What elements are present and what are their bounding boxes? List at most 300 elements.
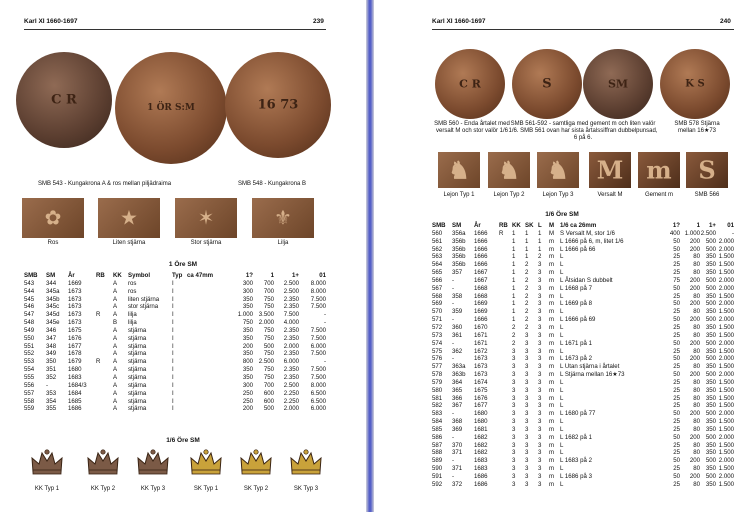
table-cell [499, 308, 512, 316]
table-cell: L [560, 480, 564, 488]
table-row [432, 434, 734, 442]
table-cell: L [560, 465, 564, 473]
table-cell: 1684 [68, 389, 82, 397]
table-cell: L 1671 på 1 [560, 339, 592, 347]
table-cell: 350 [242, 303, 253, 311]
table-cell: 3 [525, 378, 529, 386]
table-cell: m [549, 253, 555, 261]
table-cell: 586 [432, 433, 443, 441]
table-cell [499, 481, 512, 489]
table-cell: 25 [673, 363, 680, 371]
table-cell: 1 [538, 245, 542, 253]
table-cell: 2.000 [718, 237, 734, 245]
table-cell: m [549, 457, 555, 465]
table-cell: 583 [432, 410, 443, 418]
table-cell: 3 [525, 331, 529, 339]
table-cell: I [172, 295, 174, 303]
table-cell: 25 [673, 441, 680, 449]
table-cell: 200 [689, 245, 700, 253]
table-cell: 561 [432, 237, 443, 245]
table-cell: stjärna [128, 342, 147, 350]
table-row [432, 387, 734, 395]
column-header: 01 [727, 222, 734, 229]
table-cell: 1.000 [684, 229, 700, 237]
table-cell: 3 [512, 480, 516, 488]
table-cell: L 1686 på 3 [560, 473, 592, 480]
page-header-title: Karl XI 1660-1697 [432, 18, 486, 25]
table-cell [499, 269, 512, 277]
table-row [432, 457, 734, 465]
table-cell: L 1683 på 2 [560, 457, 592, 465]
table-cell: I [172, 279, 174, 287]
table-cell: 1682 [474, 433, 488, 441]
table-cell: 500 [705, 410, 716, 418]
symbol-glyph-icon: M [596, 155, 624, 185]
crown-label: KK Typ 2 [90, 486, 116, 492]
table-cell: 368 [452, 418, 463, 426]
table-cell: 2 [512, 331, 516, 339]
table-cell: 1.500 [718, 308, 734, 316]
table-row [24, 311, 326, 319]
page-number: 240 [720, 18, 731, 25]
table-cell: 1 [512, 308, 516, 316]
table-cell: 500 [705, 433, 716, 441]
symbol-image-3 [589, 152, 631, 188]
table-row [432, 473, 734, 481]
table-cell: 350 [242, 366, 253, 374]
table-cell: 543 [24, 279, 35, 287]
symbol-label: Lilja [277, 240, 289, 246]
table-cell: 3 [538, 339, 542, 347]
table-cell: 550 [24, 334, 35, 342]
table-row [432, 355, 734, 363]
symbol-image-3 [252, 198, 314, 238]
table-cell: 370 [452, 441, 463, 449]
table-cell: L [560, 402, 564, 410]
table-cell: 3 [525, 355, 529, 363]
table-cell [96, 350, 113, 358]
table-cell [499, 387, 512, 395]
table-cell [499, 402, 512, 410]
table-cell: 25 [673, 402, 680, 410]
table-cell: 3 [538, 316, 542, 324]
table-row [432, 293, 734, 301]
table-cell: 548 [24, 319, 35, 327]
table-cell: 567 [432, 284, 443, 292]
table-cell: 300 [242, 287, 253, 295]
table-cell: 700 [263, 381, 274, 389]
table-cell: - [452, 433, 455, 441]
table-row [24, 288, 326, 296]
table-cell: 2.000 [283, 405, 299, 413]
table-cell: 2.350 [283, 366, 299, 374]
table-cell: 2.000 [718, 284, 734, 292]
table-cell: 1 [512, 245, 516, 253]
table-cell: 50 [673, 237, 680, 245]
table-cell: 582 [432, 402, 443, 410]
table-row [432, 481, 734, 489]
table-cell: 350 [705, 269, 716, 277]
table-cell: 200 [689, 433, 700, 441]
table-cell: 3 [538, 355, 542, 363]
table-cell: m [549, 363, 555, 371]
table-cell: 3 [538, 418, 542, 426]
table-cell [96, 288, 113, 296]
header-rule [24, 29, 326, 30]
column-header: KK [113, 272, 122, 279]
table-cell: 3 [512, 457, 516, 465]
table-cell: m [549, 292, 555, 300]
table-cell: 7.500 [310, 373, 326, 381]
table-cell: 1672 [474, 347, 488, 355]
table-cell: 750 [263, 350, 274, 358]
table-cell: 354 [46, 397, 57, 405]
table-cell [499, 348, 512, 356]
table-cell: 750 [263, 373, 274, 381]
table-cell: - [452, 410, 455, 418]
table-row [24, 374, 326, 382]
table-row [432, 230, 734, 238]
table-cell: 1.500 [718, 323, 734, 331]
table-cell [499, 379, 512, 387]
table-cell [187, 311, 233, 319]
symbol-image-5 [686, 152, 728, 188]
table-cell: 1.500 [718, 253, 734, 261]
table-cell: stjärna [128, 405, 147, 413]
table-cell: 349 [46, 350, 57, 358]
table-cell: 590 [432, 465, 443, 473]
table-cell: stjärna [128, 389, 147, 397]
symbol-image-4 [638, 152, 680, 188]
table-cell: 1673 [68, 319, 82, 327]
table-cell: 25 [673, 331, 680, 339]
table-cell: 558 [24, 397, 35, 405]
table-cell: m [549, 425, 555, 433]
column-header: M [549, 222, 555, 229]
column-header: 1? [245, 272, 253, 279]
table-row [432, 332, 734, 340]
table-cell [499, 449, 512, 457]
table-cell: 1.500 [718, 269, 734, 277]
table-cell: 350 [705, 441, 716, 449]
table-cell: 25 [673, 418, 680, 426]
table-cell: 564 [432, 261, 443, 269]
table-cell: 350 [242, 326, 253, 334]
table-cell: L [560, 394, 564, 402]
table-cell: m [549, 386, 555, 394]
symbol-image-2 [175, 198, 237, 238]
table-cell: 3 [525, 418, 529, 426]
table-cell: 400 [669, 229, 680, 237]
table-row [24, 319, 326, 327]
table-cell: 345e [46, 319, 60, 327]
table-cell: I [172, 334, 174, 342]
table-cell: 2.000 [283, 342, 299, 350]
table-cell: 80 [693, 386, 700, 394]
table-cell: A [113, 405, 118, 413]
table-cell [499, 426, 512, 434]
table-cell: 50 [673, 473, 680, 480]
table-cell: 3 [525, 433, 529, 441]
coin-smb-560-image: C R [435, 49, 505, 119]
symbol-label: Lejon Typ 3 [542, 192, 574, 198]
table-cell: 1666 [474, 229, 488, 237]
table-cell: - [452, 300, 455, 308]
table-cell: 2.500 [258, 358, 274, 366]
table-cell: 3 [525, 402, 529, 410]
table-cell: 1673 [474, 371, 488, 379]
table-cell: 500 [705, 300, 716, 308]
table-cell: 549 [24, 326, 35, 334]
table-cell: 500 [705, 237, 716, 245]
table-cell [499, 300, 512, 308]
table-cell: 352 [46, 373, 57, 381]
table-cell: 350 [705, 308, 716, 316]
table-row [432, 277, 734, 285]
table-cell: 80 [693, 441, 700, 449]
table-row [432, 418, 734, 426]
table-cell: 80 [693, 308, 700, 316]
table-row [24, 390, 326, 398]
table-cell: 3 [512, 371, 516, 379]
table-cell: 4.000 [283, 319, 299, 327]
table-cell: 1686 [474, 480, 488, 488]
table-cell [499, 261, 512, 269]
table-cell: 3 [512, 355, 516, 363]
table-cell: 2.350 [283, 326, 299, 334]
table-cell: 365 [452, 386, 463, 394]
table-cell: 3 [538, 465, 542, 473]
table-cell: 500 [705, 355, 716, 363]
table-cell: 350 [705, 386, 716, 394]
table-cell: 200 [689, 300, 700, 308]
table-cell: L Utan stjärna i årtalet [560, 363, 620, 371]
table-cell: 1 [512, 229, 516, 237]
table-cell: A [113, 311, 118, 319]
table-cell: 360 [452, 323, 463, 331]
caption-smb-548: SMB 548 - Kungakrona B [238, 181, 307, 187]
table-cell: 200 [689, 276, 700, 284]
table-cell: m [549, 308, 555, 316]
table-cell: 356b [452, 237, 466, 245]
coin-smb-561-obverse-image: S [512, 49, 582, 119]
table-cell: A [113, 303, 118, 311]
table-row [432, 410, 734, 418]
table-cell: 1.500 [718, 363, 734, 371]
table-cell: A [113, 334, 118, 342]
table-cell: L 1669 på 8 [560, 300, 592, 308]
table-cell: 6.500 [310, 389, 326, 397]
table-cell: A [113, 366, 118, 374]
table-cell: 700 [263, 287, 274, 295]
table-row [24, 398, 326, 406]
table-cell: 552 [24, 350, 35, 358]
table-cell: 1 [525, 253, 529, 261]
table-cell: 2.500 [283, 279, 299, 287]
table-cell: 1.500 [718, 292, 734, 300]
table-cell [499, 246, 512, 254]
table-cell: 600 [263, 397, 274, 405]
symbol-glyph-icon: ♞ [448, 155, 470, 185]
table-row [432, 316, 734, 324]
table-cell: 2.000 [718, 300, 734, 308]
table-cell: 1667 [474, 276, 488, 284]
table-cell [187, 343, 233, 351]
column-header: SM [452, 222, 462, 229]
table-cell: L 1673 på 2 [560, 355, 592, 363]
table-cell: 80 [693, 331, 700, 339]
table-cell: 551 [24, 342, 35, 350]
table-cell: 3 [538, 371, 542, 379]
table-cell: 568 [432, 292, 443, 300]
table-cell: 80 [693, 292, 700, 300]
table-cell: 1680 [68, 366, 82, 374]
table-cell: I [172, 311, 174, 319]
table-cell: 1.500 [718, 261, 734, 269]
table-cell [187, 366, 233, 374]
column-header: 1/6 ca 26mm [560, 222, 597, 229]
table-cell: m [549, 276, 555, 284]
table-cell: 350 [705, 378, 716, 386]
coin-obverse-b-image: 16 73 [225, 52, 331, 158]
table-cell: 1669 [474, 308, 488, 316]
table-cell: 1.500 [718, 386, 734, 394]
table-cell: 553 [24, 358, 35, 366]
table-cell: I [172, 358, 174, 366]
table-cell: I [172, 373, 174, 381]
table-cell: 367 [452, 402, 463, 410]
crown-label: SK Typ 3 [293, 486, 319, 492]
table-cell: 1 [512, 284, 516, 292]
table-cell: 3 [512, 441, 516, 449]
table-cell: stjärna [128, 358, 147, 366]
column-header: 01 [319, 272, 326, 279]
table-cell [187, 390, 233, 398]
table-row [432, 269, 734, 277]
table-cell: 2.000 [718, 276, 734, 284]
table-cell: 25 [673, 347, 680, 355]
table-cell: 500 [705, 284, 716, 292]
table-cell: I [172, 319, 174, 327]
table-cell: 2.500 [700, 229, 716, 237]
table-cell: 1680 [474, 410, 488, 418]
table-cell: 1679 [68, 358, 82, 366]
table-cell: 362 [452, 347, 463, 355]
table-cell: A [113, 295, 118, 303]
table-cell: 356b [452, 245, 466, 253]
table-cell: 25 [673, 253, 680, 261]
table-cell: 80 [693, 323, 700, 331]
table-cell: L [560, 261, 564, 269]
table-cell: 750 [263, 366, 274, 374]
table-cell: 1669 [68, 279, 82, 287]
table-cell: 566 [432, 276, 443, 284]
table-cell: 8.000 [310, 287, 326, 295]
table-cell: 3 [538, 480, 542, 488]
table-cell: m [549, 316, 555, 324]
table-row [432, 238, 734, 246]
table-row [24, 350, 326, 358]
symbol-label: SMB 566 [694, 192, 720, 198]
column-header: År [474, 222, 481, 229]
table-cell [187, 335, 233, 343]
table-cell [96, 319, 113, 327]
table-row [24, 327, 326, 335]
table-cell: m [549, 378, 555, 386]
table-cell: 1.500 [718, 441, 734, 449]
table-cell: 50 [673, 457, 680, 465]
table-cell: m [549, 269, 555, 277]
table-cell: 350 [242, 334, 253, 342]
table-cell: 500 [705, 371, 716, 379]
symbol-glyph-icon: ♞ [547, 155, 569, 185]
table-cell [96, 405, 113, 413]
table-cell: 589 [432, 457, 443, 465]
table-cell: 1683 [474, 457, 488, 465]
table-cell: - [323, 319, 326, 327]
table-cell: 7.500 [310, 334, 326, 342]
table-cell: 3 [538, 261, 542, 269]
table-cell: 1.500 [718, 347, 734, 355]
table-cell: 1.000 [237, 311, 253, 319]
crown-icon [136, 448, 170, 476]
symbol-label: Ros [47, 240, 59, 246]
table-cell [499, 473, 512, 481]
table-row [24, 366, 326, 374]
table-row [432, 253, 734, 261]
table-cell: L [560, 347, 564, 355]
table-cell: 200 [689, 457, 700, 465]
column-header: Typ [172, 272, 183, 279]
table-cell: 1.500 [718, 331, 734, 339]
table-cell: 345b [46, 295, 60, 303]
table-cell: 25 [673, 449, 680, 457]
table-cell: 50 [673, 316, 680, 324]
symbol-image-1 [98, 198, 160, 238]
table-cell: 3 [538, 433, 542, 441]
table-row [432, 324, 734, 332]
table-cell: 6.000 [310, 405, 326, 413]
table-cell [499, 238, 512, 246]
table-cell: 500 [263, 342, 274, 350]
table-row [432, 465, 734, 473]
table-cell: 573 [432, 331, 443, 339]
table-cell [187, 327, 233, 335]
table-row [432, 261, 734, 269]
table-cell: 2.500 [283, 287, 299, 295]
table-cell: lilja [128, 311, 137, 319]
table-cell: 346 [46, 326, 57, 334]
table-cell [187, 405, 233, 413]
table-cell: 3 [538, 323, 542, 331]
section-title-1-6-ore: 1/6 Öre SM [166, 437, 200, 444]
table-cell: 3 [512, 394, 516, 402]
table-cell: 587 [432, 441, 443, 449]
table-cell: 348 [46, 342, 57, 350]
table-cell: 3 [525, 363, 529, 371]
table-cell: ros [128, 279, 137, 287]
table-cell: 585 [432, 425, 443, 433]
table-cell: m [549, 410, 555, 418]
caption-smb-561: SMB 561-592 - samtliga med gement m och liten valör 1/6. SMB 561 ovan har sista årtalssiffran dubbelpunsad, 6 på 6. [508, 121, 658, 141]
table-cell [96, 327, 113, 335]
table-cell: 200 [689, 339, 700, 347]
table-cell [96, 303, 113, 311]
table-cell: - [731, 229, 734, 237]
table-cell [187, 280, 233, 288]
table-cell: m [549, 441, 555, 449]
table-cell: m [549, 339, 555, 347]
